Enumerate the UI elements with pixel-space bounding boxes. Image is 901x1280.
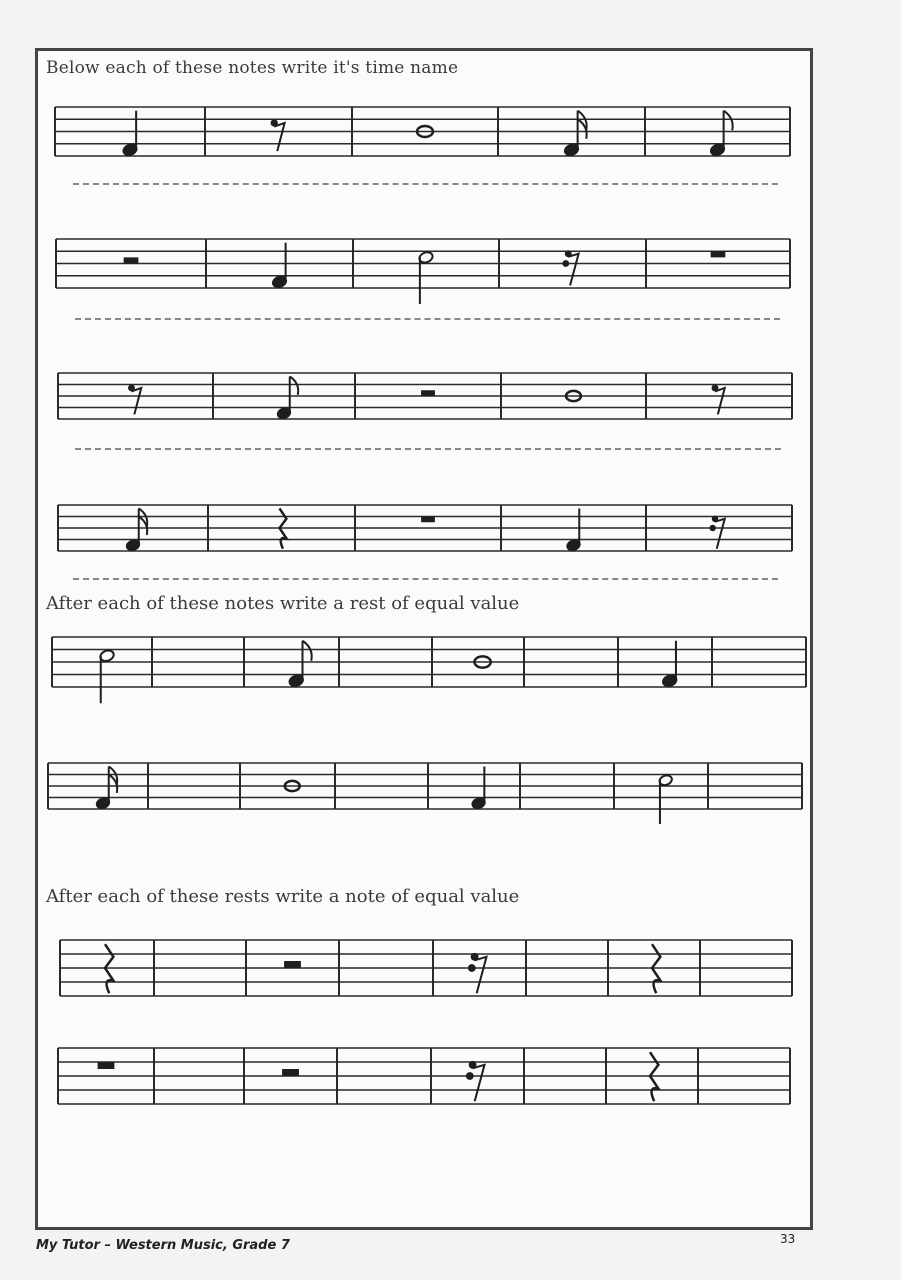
staff-row-4 (58, 502, 792, 554)
semibreve-rest-symbol (98, 1062, 115, 1069)
staff-row-8 (58, 1045, 790, 1107)
quaver-symbol (276, 376, 298, 419)
instruction-note-equal: After each of these rests write a note of equal value (46, 886, 520, 907)
semiquaver-symbol (563, 111, 586, 157)
semibreve-rest-symbol (711, 251, 726, 257)
footer-book-title: My Tutor – Western Music, Grade 7 (36, 1238, 290, 1253)
quaver-rest-symbol (712, 385, 725, 415)
answer-line-3[interactable] (75, 448, 781, 450)
staff-row-2 (56, 236, 790, 291)
answer-line-2[interactable] (75, 318, 780, 320)
crotchet-symbol (566, 508, 581, 551)
quaver-rest-symbol (128, 385, 141, 415)
semibreve-rest-symbol (421, 517, 435, 523)
staff-row-3 (58, 370, 792, 422)
semiquaver-rest-symbol (562, 250, 578, 285)
staff-row-5 (52, 634, 806, 690)
minim-rest-symbol (282, 1069, 299, 1076)
minim-rest-symbol (284, 961, 301, 968)
instruction-time-names: Below each of these notes write it's time name (46, 58, 459, 78)
semiquaver-rest-symbol (709, 516, 724, 549)
instruction-rest-equal: After each of these notes write a rest of equal value (46, 593, 520, 614)
crotchet-symbol (662, 641, 678, 688)
crotchet-symbol (122, 111, 138, 157)
semiquaver-rest-symbol (468, 953, 487, 993)
quaver-symbol (288, 641, 312, 688)
minim-rest-symbol (421, 390, 435, 396)
crotchet-symbol (471, 766, 486, 809)
answer-line-1[interactable] (73, 183, 778, 185)
semiquaver-symbol (125, 508, 147, 551)
quaver-rest-symbol (271, 119, 285, 151)
page-number: 33 (780, 1232, 796, 1246)
staff-row-6 (48, 760, 802, 812)
semiquaver-rest-symbol (466, 1061, 485, 1101)
crotchet-symbol (271, 243, 287, 289)
semiquaver-symbol (95, 766, 117, 809)
staff-row-1 (55, 104, 790, 159)
minim-rest-symbol (124, 257, 139, 263)
staff-row-7 (60, 937, 792, 999)
quaver-symbol (709, 111, 732, 157)
answer-line-4[interactable] (73, 578, 778, 580)
